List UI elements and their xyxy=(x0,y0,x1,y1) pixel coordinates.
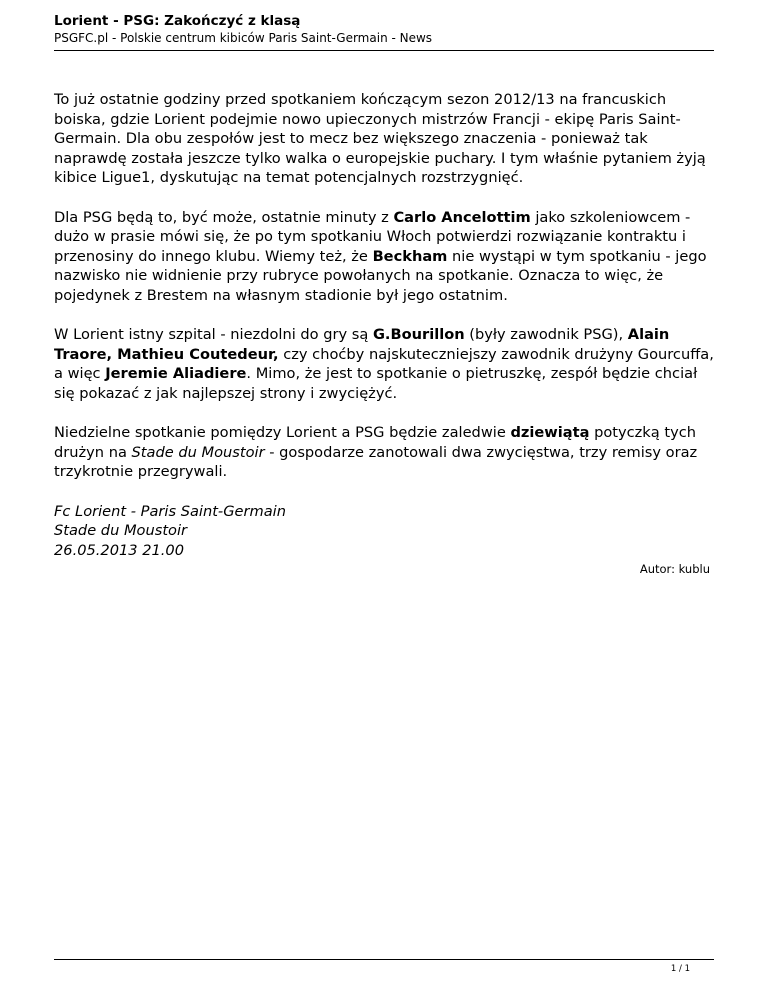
name-bourillon: G.Bourillon xyxy=(372,326,465,343)
page-number: 1 / 1 xyxy=(670,964,690,974)
article-body xyxy=(54,90,716,580)
author-credit: Autor: kublu xyxy=(639,562,710,576)
paragraph-4 xyxy=(54,423,716,482)
match-info xyxy=(54,502,716,561)
header-divider xyxy=(54,50,714,51)
paragraph-3-text-4: . Mimo, że jest to spotkanie o pietruszkę, zespół będzie chciał się pokazać z jak najlepszej strony i zwyciężyć. xyxy=(54,365,698,402)
paragraph-3-text-2: (były zawodnik PSG), xyxy=(464,326,628,343)
name-aliadiere: Jeremie Aliadiere xyxy=(105,365,247,382)
name-traore-coutedeur: Alain Traore, Mathieu Coutedeur, xyxy=(54,326,670,363)
match-datetime: 26.05.2013 21.00 xyxy=(54,541,184,559)
name-ancelotti: Carlo Ancelottim xyxy=(393,208,531,226)
article-title: Lorient - PSG: Zakończyć z klasą xyxy=(54,13,301,29)
paragraph-3-text-1: W Lorient istny szpital - niezdolni do gry są xyxy=(54,326,373,343)
paragraph-1 xyxy=(54,90,716,188)
paragraph-3-text-3: czy choćby najskuteczniejszy zawodnik drużyny Gourcuffa, a więc xyxy=(54,345,714,382)
paragraph-1-text: To już ostatnie godziny przed spotkaniem kończącym sezon 2012/13 na francuskich boiska, gdzie Lorient podejmie nowo upieczonych mistrzów Francji - ekipę Paris Saint-Germain. Dla obu zespołów jest to mecz bez większego znaczenia - ponieważ tak naprawdę została jeszcze tylko walka o europejskie puchary. I tym właśnie pytaniem żyją kibice Ligue1, dyskutując na temat potencjalnych rozstrzygnięć. xyxy=(54,91,706,186)
paragraph-2-text-2: jako szkoleniowcem - dużo w prasie mówi się, że po tym spotkaniu Włoch potwierdzi rozwiązanie kontraktu i przenosiny do innego klubu. Wiemy też, że xyxy=(54,208,691,265)
paragraph-2-text-1: Dla PSG będą to, być może, ostatnie minuty z xyxy=(54,208,394,226)
paragraph-4-text-3: - gospodarze zanotowali dwa zwycięstwa, trzy remisy oraz trzykrotnie przegrywali. xyxy=(54,443,698,480)
page-header xyxy=(54,13,714,46)
site-subtitle: PSGFC.pl - Polskie centrum kibiców Paris Saint-Germain - News xyxy=(54,31,433,45)
paragraph-4-text-1: Niedzielne spotkanie pomiędzy Lorient a PSG będzie zaledwie xyxy=(54,424,511,441)
footer-divider xyxy=(54,959,714,960)
match-teams: Fc Lorient - Paris Saint-Germain xyxy=(54,502,286,520)
match-stadium: Stade du Moustoir xyxy=(54,522,188,539)
stadium-name-inline: Stade du Moustoir xyxy=(131,443,265,461)
paragraph-3 xyxy=(54,325,716,403)
paragraph-4-text-2: potyczką tych drużyn na xyxy=(54,424,696,461)
emphasis-ninth: dziewiątą xyxy=(510,424,590,441)
paragraph-2 xyxy=(54,208,716,306)
paragraph-2-text-3: nie wystąpi w tym spotkaniu - jego nazwisko nie widnienie przy rubryce powołanych na spotkanie. Oznacza to więc, że pojedynek z Brestem na własnym stadionie był jego ostatnim. xyxy=(54,247,707,304)
name-beckham: Beckham xyxy=(372,247,448,265)
